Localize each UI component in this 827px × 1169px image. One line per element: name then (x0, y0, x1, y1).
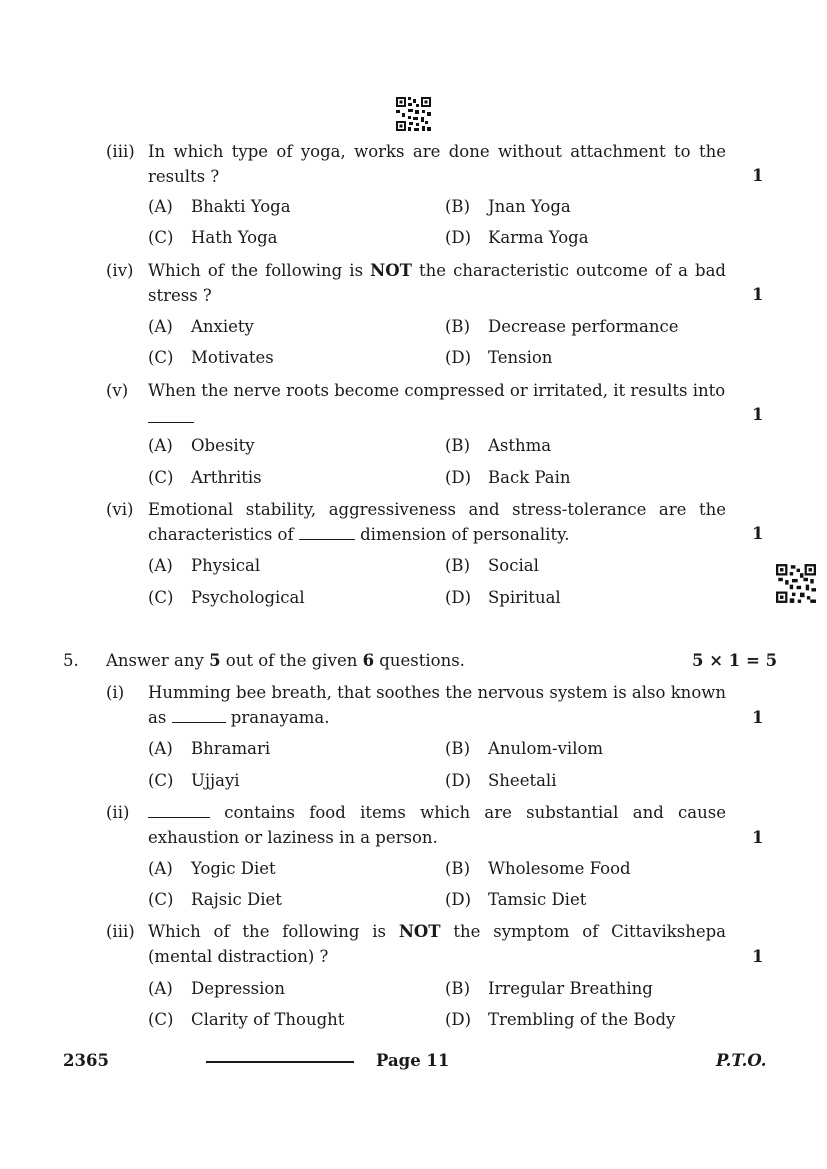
question-marks: 1 (752, 828, 764, 847)
question-marks: 1 (752, 405, 764, 424)
option-text: Tension (488, 348, 553, 367)
answer-blank (172, 708, 226, 723)
option-text: Jnan Yoga (488, 197, 571, 216)
option-text: Obesity (191, 436, 255, 455)
question-text: Which of the following is NOT the symptom of Cittavikshepa (mental distraction) ? (148, 922, 726, 966)
section-total-marks: 5 × 1 = 5 (692, 651, 778, 670)
option-text: Bhramari (191, 739, 271, 758)
paper-code: 2365 (63, 1051, 109, 1070)
option-label: (D) (445, 468, 472, 487)
option-text: Rajsic Diet (191, 890, 282, 909)
option-text: Social (488, 556, 539, 575)
option-text: Yogic Diet (191, 859, 276, 878)
question-marks: 1 (752, 285, 764, 304)
option-text: Depression (191, 979, 285, 998)
question-text: Emotional stability, aggressiveness and stress-tolerance are the characteristics of dimension of personality. (148, 500, 726, 544)
answer-blank (148, 803, 210, 818)
option-label: (A) (148, 739, 173, 758)
question-marks: 1 (752, 947, 764, 966)
option-label: (B) (445, 979, 470, 998)
option-label: (A) (148, 436, 173, 455)
question-number: (iii) (106, 142, 135, 161)
option-text: Physical (191, 556, 261, 575)
option-label: (C) (148, 771, 174, 790)
pto-label: P.T.O. (716, 1051, 767, 1070)
option-text: Spiritual (488, 588, 561, 607)
emphasis-not: NOT (398, 922, 441, 941)
option-label: (D) (445, 348, 472, 367)
question-text: contains food items which are substantial and cause exhaustion or laziness in a person. (148, 803, 726, 847)
option-text: Anxiety (191, 317, 254, 336)
question-number: (v) (106, 381, 129, 400)
option-label: (C) (148, 468, 174, 487)
option-text: Asthma (488, 436, 552, 455)
page-number: Page 11 (376, 1051, 450, 1070)
question-number: (vi) (106, 500, 134, 519)
emphasis-not: NOT (370, 261, 412, 280)
option-text: Trembling of the Body (488, 1010, 676, 1029)
option-text: Motivates (191, 348, 274, 367)
option-text: Bhakti Yoga (191, 197, 291, 216)
option-label: (C) (148, 228, 174, 247)
option-text: Ujjayi (191, 771, 240, 790)
question-number: (iii) (106, 922, 135, 941)
option-text: Clarity of Thought (191, 1010, 345, 1029)
option-label: (A) (148, 859, 173, 878)
question-marks: 1 (752, 166, 764, 185)
option-text: Hath Yoga (191, 228, 278, 247)
question-number: (ii) (106, 803, 130, 822)
option-text: Wholesome Food (488, 859, 631, 878)
section-instructions: Answer any 5 out of the given 6 questions. (106, 651, 465, 670)
qr-code-side-icon (776, 564, 816, 603)
option-text: Sheetali (488, 771, 557, 790)
option-label: (C) (148, 348, 174, 367)
option-text: Back Pain (488, 468, 571, 487)
question-text: In which type of yoga, works are done without attachment to the results ? (148, 142, 726, 186)
option-text: Tamsic Diet (488, 890, 587, 909)
option-text: Psychological (191, 588, 305, 607)
option-label: (B) (445, 317, 470, 336)
option-label: (D) (445, 1010, 472, 1029)
footer-divider (206, 1061, 354, 1063)
option-label: (D) (445, 228, 472, 247)
qr-code-top-icon (396, 97, 431, 131)
question-text: Which of the following is NOT the characteristic outcome of a bad stress ? (148, 261, 726, 305)
option-label: (B) (445, 197, 470, 216)
question-text: Humming bee breath, that soothes the nervous system is also known as pranayama. (148, 683, 726, 727)
question-text: When the nerve roots become compressed or irritated, it results into (148, 381, 726, 400)
option-text: Irregular Breathing (488, 979, 653, 998)
option-label: (A) (148, 556, 173, 575)
question-number: (i) (106, 683, 125, 702)
option-text: Anulom-vilom (488, 739, 604, 758)
option-label: (A) (148, 317, 173, 336)
question-marks: 1 (752, 708, 764, 727)
option-text: Arthritis (191, 468, 262, 487)
option-label: (C) (148, 890, 174, 909)
section-number: 5. (63, 651, 79, 670)
option-label: (A) (148, 197, 173, 216)
option-label: (C) (148, 588, 174, 607)
answer-blank (148, 408, 194, 427)
option-label: (D) (445, 588, 472, 607)
option-text: Decrease performance (488, 317, 679, 336)
question-marks: 1 (752, 524, 764, 543)
option-label: (D) (445, 771, 472, 790)
question-number: (iv) (106, 261, 134, 280)
option-label: (B) (445, 739, 470, 758)
option-label: (B) (445, 859, 470, 878)
option-label: (D) (445, 890, 472, 909)
option-label: (C) (148, 1010, 174, 1029)
answer-blank (299, 525, 355, 540)
option-text: Karma Yoga (488, 228, 589, 247)
option-label: (B) (445, 556, 470, 575)
option-label: (A) (148, 979, 173, 998)
option-label: (B) (445, 436, 470, 455)
